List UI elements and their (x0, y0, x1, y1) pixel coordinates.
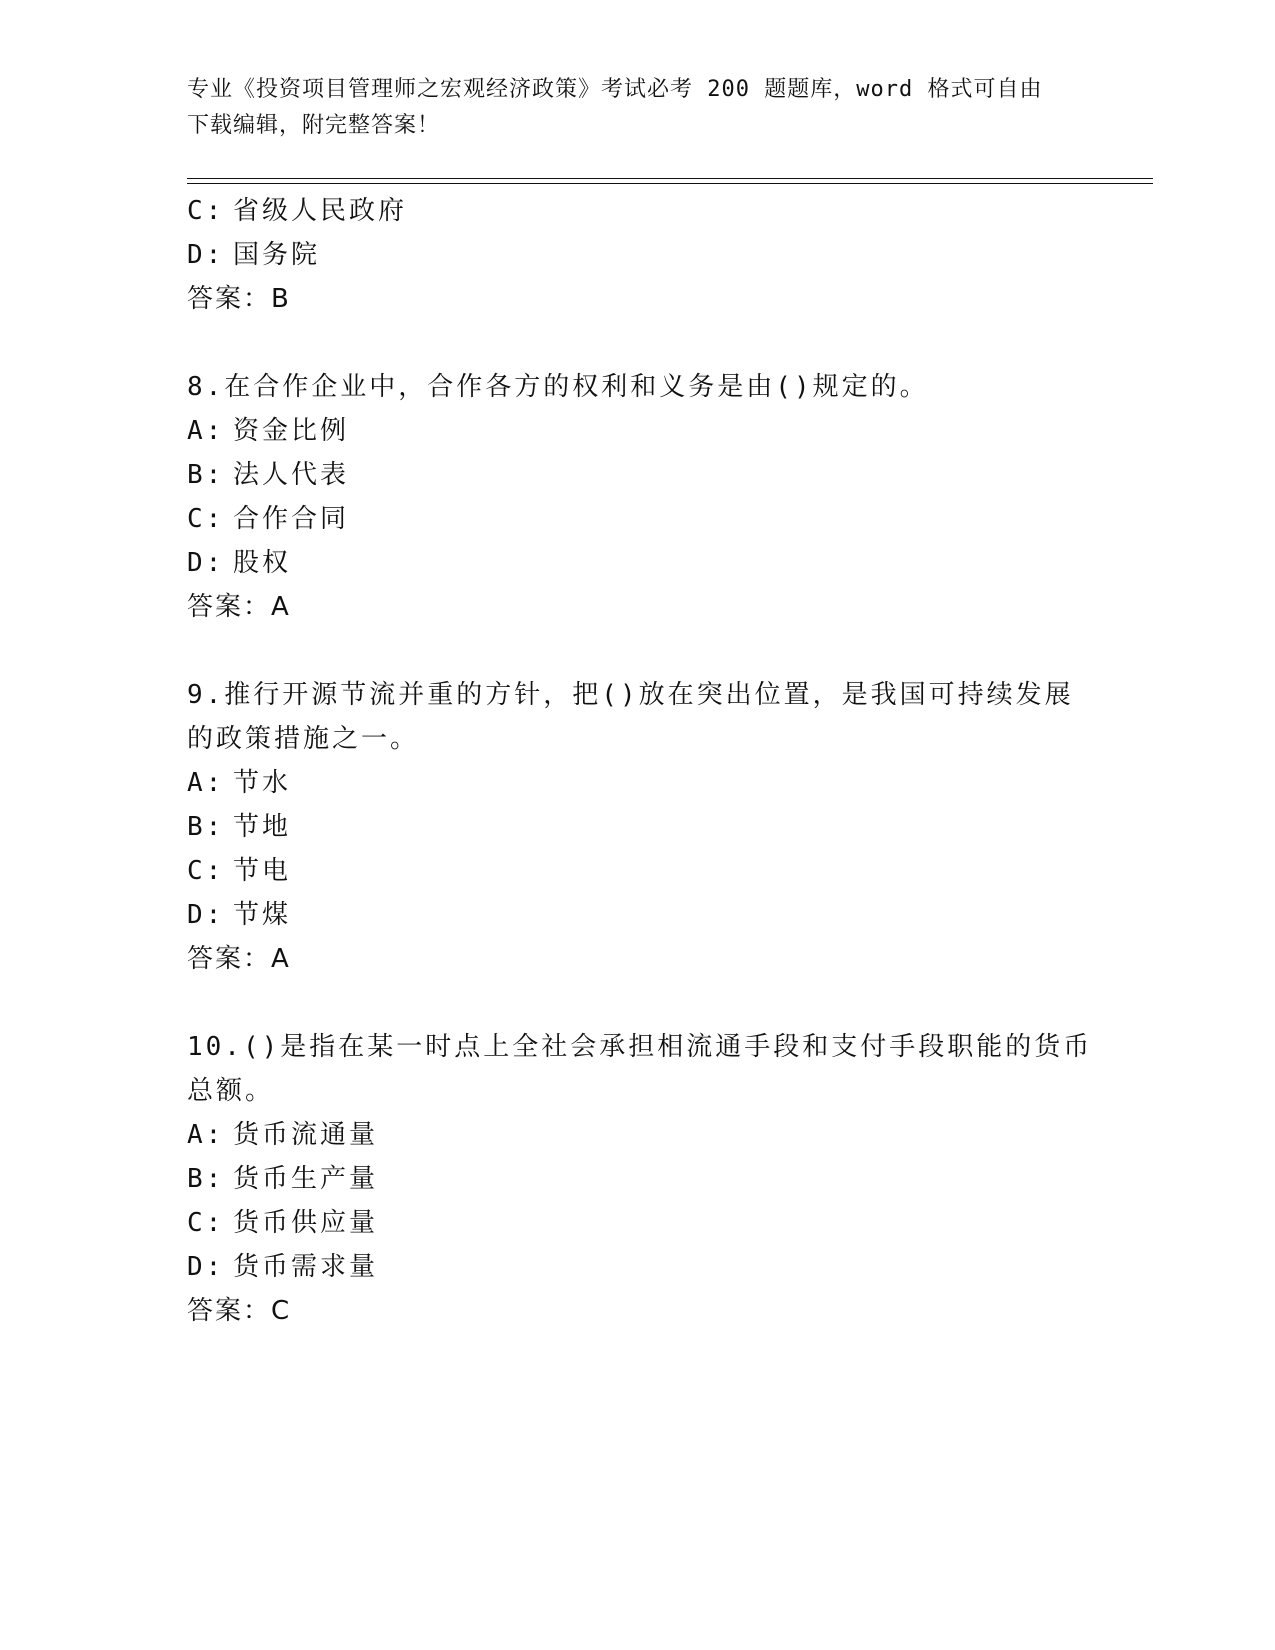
option-text: 股权 (233, 548, 292, 578)
q10-option-c (187, 1205, 378, 1241)
q10-option-a (187, 1117, 378, 1153)
option-text: 国务院 (233, 240, 321, 270)
q8-stem: 8.在合作企业中，合作各方的权利和义务是由()规定的。 (187, 372, 929, 402)
document-header (187, 72, 1067, 144)
q10-option-b (187, 1161, 378, 1197)
header-line-1: 专业《投资项目管理师之宏观经济政策》考试必考 200 题题库，word 格式可自由 (187, 77, 1043, 102)
option-letter: C: (187, 504, 225, 534)
option-text: 资金比例 (233, 416, 350, 446)
option-text: 货币生产量 (233, 1164, 379, 1194)
q7-option-d (187, 237, 320, 273)
option-letter: D: (187, 900, 225, 930)
q9-option-c (187, 853, 291, 889)
option-letter: B: (187, 812, 225, 842)
q10-answer: 答案：C (187, 1296, 292, 1326)
q9-answer: 答案：A (187, 944, 291, 974)
header-line-2: 下载编辑，附完整答案！ (187, 113, 441, 138)
q8-option-b (187, 457, 349, 493)
q9-option-a (187, 765, 291, 801)
q7-answer: 答案：B (187, 284, 291, 314)
option-text: 节电 (233, 856, 292, 886)
q7-option-c (187, 193, 407, 229)
option-text: 货币需求量 (233, 1252, 379, 1282)
option-letter: A: (187, 416, 225, 446)
option-letter: B: (187, 460, 225, 490)
header-divider-bottom (187, 183, 1153, 184)
q9-stem-line-1: 9.推行开源节流并重的方针，把()放在突出位置，是我国可持续发展 (187, 680, 1074, 710)
option-text: 节煤 (233, 900, 292, 930)
option-letter: C: (187, 1208, 225, 1238)
q9-option-d (187, 897, 291, 933)
option-letter: D: (187, 240, 225, 270)
q10-stem-line-2: 总额。 (187, 1076, 275, 1106)
option-text: 货币流通量 (233, 1120, 379, 1150)
q8-answer: 答案：A (187, 592, 291, 622)
q9-stem-line-2: 的政策措施之一。 (187, 724, 420, 754)
option-letter: C: (187, 196, 225, 226)
q8-option-a (187, 413, 349, 449)
option-text: 节地 (233, 812, 292, 842)
option-text: 节水 (233, 768, 292, 798)
q10-stem-line-1: 10.()是指在某一时点上全社会承担相流通手段和支付手段职能的货币 (187, 1032, 1093, 1062)
option-text: 省级人民政府 (233, 196, 408, 226)
option-letter: D: (187, 1252, 225, 1282)
q8-option-d (187, 545, 291, 581)
option-letter: B: (187, 1164, 225, 1194)
option-letter: A: (187, 1120, 225, 1150)
header-divider-top (187, 178, 1153, 179)
q10-option-d (187, 1249, 378, 1285)
option-text: 货币供应量 (233, 1208, 379, 1238)
option-text: 法人代表 (233, 460, 350, 490)
q9-option-b (187, 809, 291, 845)
q8-option-c (187, 501, 349, 537)
option-letter: D: (187, 548, 225, 578)
option-letter: C: (187, 856, 225, 886)
option-text: 合作合同 (233, 504, 350, 534)
option-letter: A: (187, 768, 225, 798)
